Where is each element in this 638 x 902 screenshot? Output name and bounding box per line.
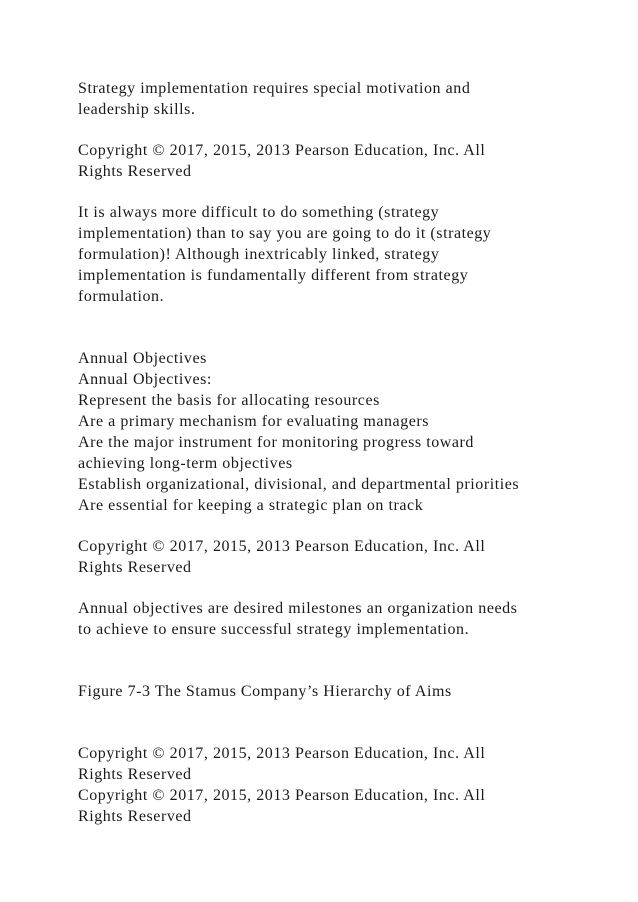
copyright-notice-3-line-2: Rights Reserved (78, 766, 192, 783)
objective-item: Are a primary mechanism for evaluating managers (78, 413, 430, 430)
copyright-notice-2-line-2: Rights Reserved (78, 559, 192, 576)
objective-item: Are the major instrument for monitoring progress toward (78, 434, 474, 451)
copyright-notice-4-line-2: Rights Reserved (78, 808, 192, 825)
objective-item: achieving long-term objectives (78, 455, 293, 472)
copyright-notice-1-line-1: Copyright © 2017, 2015, 2013 Pearson Education, Inc. All (78, 142, 486, 159)
implementation-paragraph-line-2: implementation) than to say you are going to do it (strategy (78, 225, 492, 242)
milestones-paragraph-line-2: to achieve to ensure successful strategy implementation. (78, 621, 470, 638)
figure-caption: Figure 7-3 The Stamus Company’s Hierarchy of Aims (78, 683, 452, 700)
implementation-paragraph-line-4: implementation is fundamentally different from strategy (78, 267, 469, 284)
copyright-notice-4-line-1: Copyright © 2017, 2015, 2013 Pearson Education, Inc. All (78, 787, 486, 804)
objective-item: Establish organizational, divisional, and departmental priorities (78, 476, 520, 493)
motivation-paragraph-line-1: Strategy implementation requires special motivation and (78, 80, 471, 97)
annual-objectives-subheading: Annual Objectives: (78, 371, 212, 388)
copyright-notice-3-line-1: Copyright © 2017, 2015, 2013 Pearson Education, Inc. All (78, 745, 486, 762)
annual-objectives-heading: Annual Objectives (78, 350, 207, 367)
milestones-paragraph-line-1: Annual objectives are desired milestones an organization needs (78, 600, 518, 617)
implementation-paragraph-line-5: formulation. (78, 288, 165, 305)
objective-item: Represent the basis for allocating resources (78, 392, 380, 409)
implementation-paragraph-line-3: formulation)! Although inextricably linked, strategy (78, 246, 440, 263)
copyright-notice-2-line-1: Copyright © 2017, 2015, 2013 Pearson Education, Inc. All (78, 538, 486, 555)
copyright-notice-1-line-2: Rights Reserved (78, 163, 192, 180)
objective-item: Are essential for keeping a strategic plan on track (78, 497, 424, 514)
motivation-paragraph-line-2: leadership skills. (78, 101, 196, 118)
implementation-paragraph-line-1: It is always more difficult to do something (strategy (78, 204, 440, 221)
